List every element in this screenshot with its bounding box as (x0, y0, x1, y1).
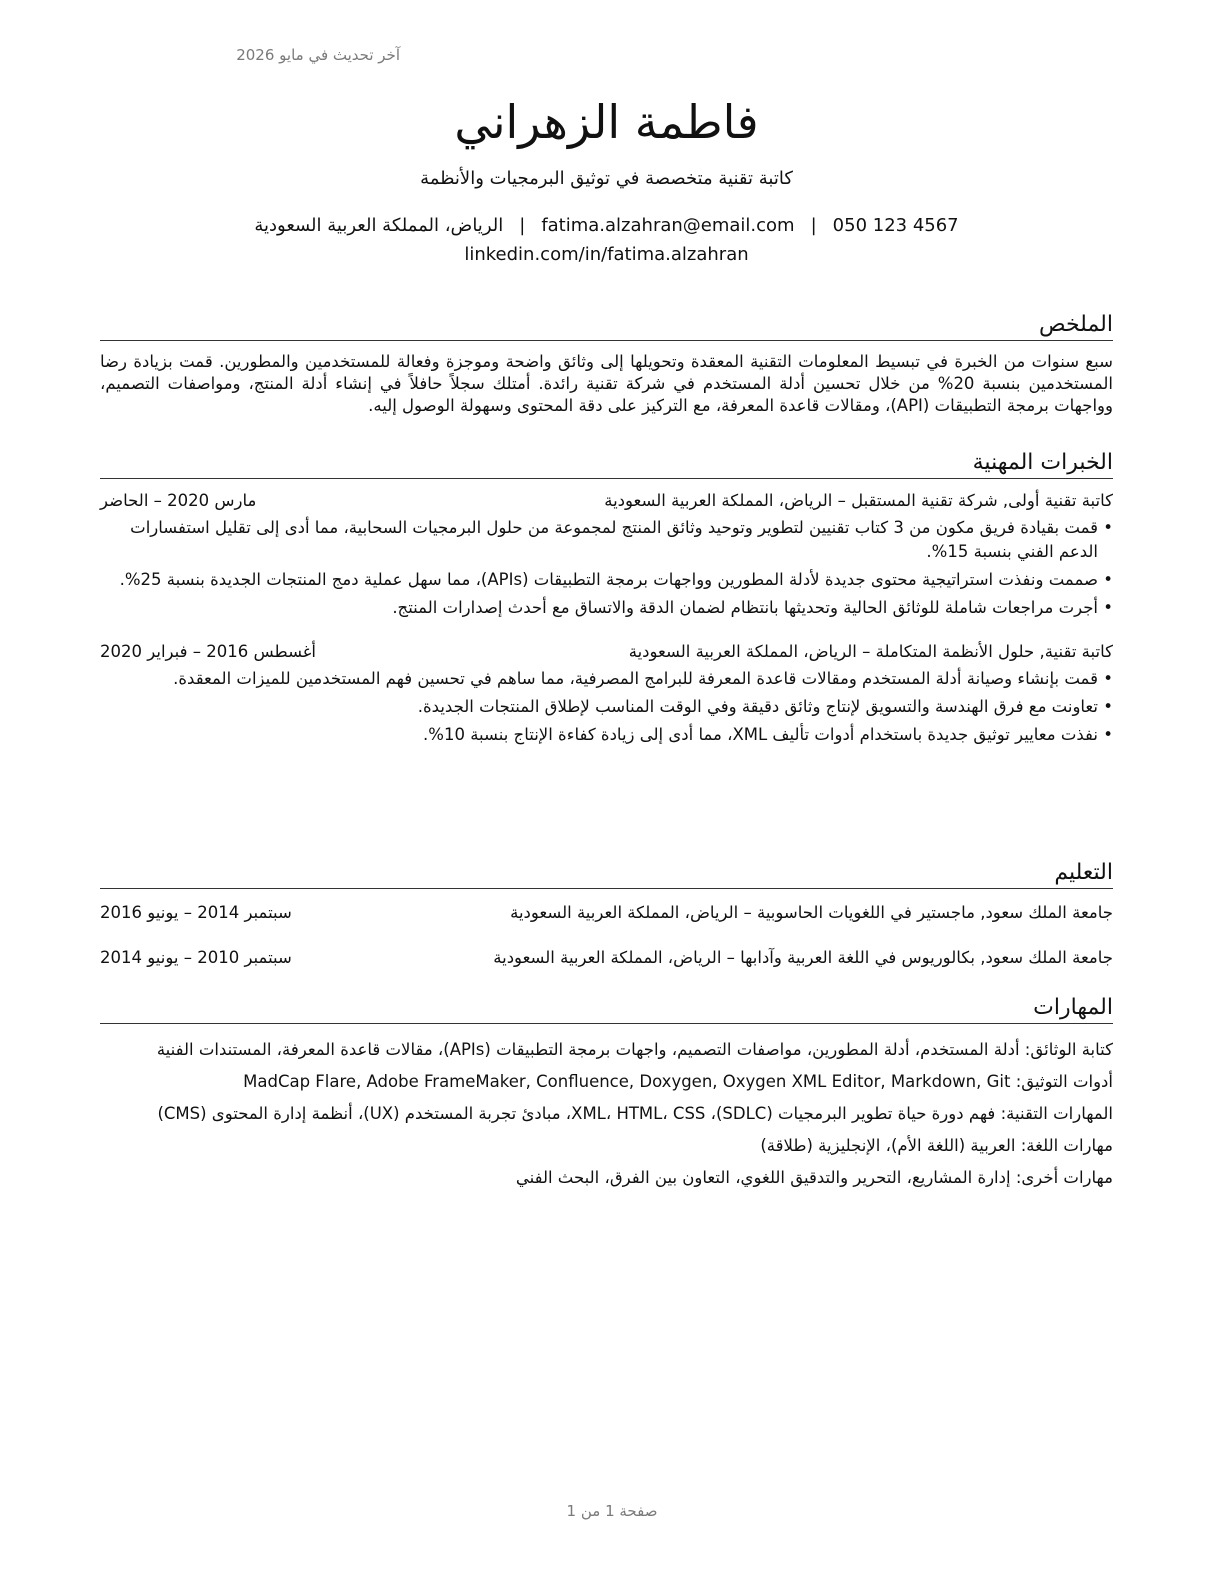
candidate-name: فاطمة الزهراني (454, 95, 759, 149)
summary-section (100, 310, 1113, 417)
contact-location: الرياض، المملكة العربية السعودية (254, 215, 504, 236)
skill-row (100, 1102, 1113, 1126)
section-title: الملخص (100, 310, 1113, 341)
education-entry (100, 948, 1113, 967)
last-updated: آخر تحديث في مايو 2026 (236, 46, 400, 64)
skill-value: MadCap Flare, Adobe FrameMaker, Confluence, Doxygen, Oxygen XML Editor, Markdown, Git (243, 1072, 1011, 1091)
education-dates: سبتمبر 2010 – يونيو 2014 (100, 948, 292, 967)
skill-value: فهم دورة حياة تطوير البرمجيات (SDLC)، XML، HTML، CSS، مبادئ تجربة المستخدم (UX)، أنظمة إدارة المحتوى (CMS) (157, 1104, 996, 1123)
job-entry (100, 491, 1113, 620)
education-heading: جامعة الملك سعود, بكالوريوس في اللغة العربية وآدابها – الرياض، المملكة العربية السعودية (493, 948, 1113, 967)
job-bullets (100, 516, 1113, 620)
job-heading-row (100, 642, 1113, 661)
skill-row (100, 1166, 1113, 1190)
contact-separator: | (810, 215, 817, 236)
contact-linkedin[interactable]: linkedin.com/in/fatima.alzahran (464, 244, 749, 265)
summary-text: سبع سنوات من الخبرة في تبسيط المعلومات التقنية المعقدة وتحويلها إلى وثائق واضحة وموجزة وفعالة للمستخدمين والمطورين. قمت بزيادة رضا المستخدمين بنسبة 20% من خلال تحسين أدلة المستخدم في شركة تقنية رائدة. أمتلك سجلاً حافلاً في إنشاء أدلة المنتج، ومواصفات التصميم، وواجهات برمجة التطبيقات (API)، ومقالات قاعدة المعرفة، مع التركيز على دقة المحتوى وسهولة الوصول إليه. (100, 352, 1113, 415)
skill-label: مهارات أخرى: (1015, 1168, 1113, 1187)
contact-separator: | (519, 215, 526, 236)
skill-label: كتابة الوثائق: (1024, 1040, 1113, 1059)
contact-email[interactable]: fatima.alzahran@email.com (541, 215, 795, 236)
contact-line (100, 215, 1113, 236)
skills-section (100, 993, 1113, 1190)
list-item: • قمت بقيادة فريق مكون من 3 كتاب تقنيين لتطوير وتوحيد وثائق المنتج لمجموعة من حلول البرمجيات السحابية، مما أدى إلى تقليل استفسارات الدعم الفني بنسبة 15%. (100, 516, 1098, 564)
skill-label: أدوات التوثيق: (1015, 1072, 1113, 1091)
job-bullets (100, 667, 1113, 747)
skill-row (100, 1038, 1113, 1062)
list-item: • صممت ونفذت استراتيجية محتوى جديدة لأدلة المطورين وواجهات برمجة التطبيقات (APIs)، مما سهل عملية دمج المنتجات الجديدة بنسبة 25%. (100, 568, 1098, 592)
job-entry (100, 642, 1113, 747)
page-number: صفحة 1 من 1 (566, 1502, 658, 1520)
skill-label: المهارات التقنية: (1000, 1104, 1113, 1123)
job-dates: مارس 2020 – الحاضر (100, 491, 257, 510)
contact-phone: 050 123 4567 (832, 215, 959, 236)
skill-value: إدارة المشاريع، التحرير والتدقيق اللغوي، التعاون بين الفرق، البحث الفني (515, 1168, 1011, 1187)
skill-row (100, 1070, 1113, 1094)
list-item: • تعاونت مع فرق الهندسة والتسويق لإنتاج وثائق دقيقة وفي الوقت المناسب لإطلاق المنتجات الجديدة. (100, 695, 1098, 719)
job-dates: أغسطس 2016 – فبراير 2020 (100, 642, 316, 661)
skill-row (100, 1134, 1113, 1158)
education-heading: جامعة الملك سعود, ماجستير في اللغويات الحاسوبية – الرياض، المملكة العربية السعودية (510, 903, 1113, 922)
list-item: • نفذت معايير توثيق جديدة باستخدام أدوات تأليف XML، مما أدى إلى زيادة كفاءة الإنتاج بنسبة 10%. (100, 723, 1098, 747)
candidate-title: كاتبة تقنية متخصصة في توثيق البرمجيات والأنظمة (420, 168, 793, 189)
skill-value: العربية (اللغة الأم)، الإنجليزية (طلاقة) (760, 1136, 1016, 1155)
resume-header (100, 90, 1113, 265)
section-title: الخبرات المهنية (100, 448, 1113, 479)
education-dates: سبتمبر 2014 – يونيو 2016 (100, 903, 292, 922)
education-section (100, 858, 1113, 967)
resume-page (100, 0, 1113, 1584)
experience-section (100, 448, 1113, 751)
job-heading: كاتبة تقنية أولى, شركة تقنية المستقبل – الرياض، المملكة العربية السعودية (604, 491, 1113, 510)
list-item: • قمت بإنشاء وصيانة أدلة المستخدم ومقالات قاعدة المعرفة للبرامج المصرفية، مما ساهم في تحسين فهم المستخدمين للميزات المعقدة. (100, 667, 1098, 691)
education-entry (100, 903, 1113, 922)
section-title: التعليم (100, 858, 1113, 889)
list-item: • أجرت مراجعات شاملة للوثائق الحالية وتحديثها بانتظام لضمان الدقة والاتساق مع أحدث إصدارات المنتج. (100, 596, 1098, 620)
job-heading: كاتبة تقنية, حلول الأنظمة المتكاملة – الرياض، المملكة العربية السعودية (628, 642, 1113, 661)
skill-value: أدلة المستخدم، أدلة المطورين، مواصفات التصميم، واجهات برمجة التطبيقات (APIs)، مقالات قاعدة المعرفة، المستندات الفنية (156, 1040, 1020, 1059)
skill-label: مهارات اللغة: (1020, 1136, 1113, 1155)
section-title: المهارات (100, 993, 1113, 1024)
job-heading-row (100, 491, 1113, 510)
